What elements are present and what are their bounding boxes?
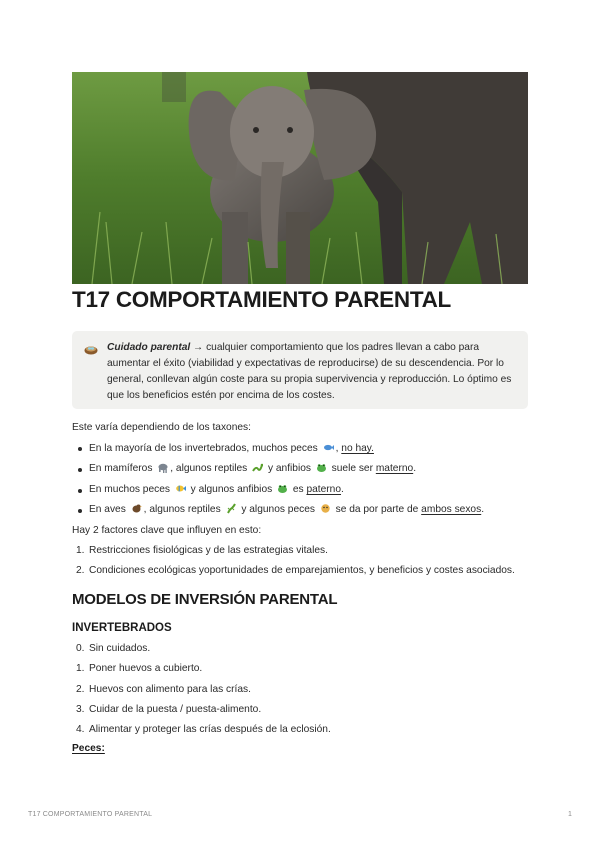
page-title: T17 COMPORTAMIENTO PARENTAL: [72, 287, 451, 312]
list-number: 2.: [76, 684, 85, 695]
blowfish-icon: [320, 503, 331, 514]
frog-icon: [316, 462, 327, 473]
peces-label: Peces:: [72, 743, 105, 754]
elephant-icon: [157, 462, 168, 473]
factors-intro: Hay 2 factores clave que influyen en esto:: [72, 525, 262, 536]
level-item: Alimentar y proteger las crías después de la eclosión.: [89, 724, 331, 735]
bullet-dot: [78, 509, 82, 513]
bullet-dot: [78, 489, 82, 493]
list-number: 1.: [76, 545, 85, 556]
tropical-fish-icon: [175, 483, 186, 494]
lizard-icon: [226, 503, 237, 514]
subsection-heading: INVERTEBRADOS: [72, 622, 172, 634]
list-number: 4.: [76, 724, 85, 735]
page-number: 1: [568, 811, 573, 818]
bullet-dot: [78, 447, 82, 451]
cover-image: [72, 72, 528, 284]
definition-callout: [72, 331, 528, 409]
list-number: 0.: [76, 643, 85, 654]
snake-icon: [252, 462, 263, 473]
footer-title: T17 COMPORTAMIENTO PARENTAL: [28, 811, 153, 818]
callout-definition: → cualquier comportamiento que los padres llevan a cabo para aumentar el éxito (viabilidad y expectativas de reproducirse) de su descendencia. Por lo general, conllevan algún coste para su propia supervivencia y reproducción. Lo óptimo es que los beneficios estén por encima de los costes.: [107, 342, 512, 401]
bullet-dot: [78, 468, 82, 472]
list-number: 3.: [76, 704, 85, 715]
list-item-birds: En aves , algunos reptiles y algunos peces se da por parte de ambos sexos.: [89, 504, 485, 515]
factor-item: Restricciones fisiológicas y de las estrategias vitales.: [89, 545, 328, 556]
bird-icon: [131, 503, 142, 514]
level-item: Sin cuidados.: [89, 643, 151, 654]
section-heading: MODELOS DE INVERSIÓN PARENTAL: [72, 591, 338, 608]
list-number: 1.: [76, 663, 85, 674]
list-number: 2.: [76, 565, 85, 576]
list-item-fish: En muchos peces y algunos anfibios es paterno.: [89, 484, 344, 495]
fish-icon: [323, 442, 334, 453]
callout-term: Cuidado parental: [107, 342, 191, 353]
callout-text: [107, 340, 519, 404]
list-item-invertebrates: En la mayoría de los invertebrados, muchos peces , no hay.: [89, 443, 374, 454]
list-item-mammals: En mamíferos , algunos reptiles y anfibios suele ser materno.: [89, 463, 417, 474]
factor-item: Condiciones ecológicas yoportunidades de emparejamientos, y beneficios y costes asociados.: [89, 565, 515, 576]
taxa-intro: Este varía dependiendo de los taxones:: [72, 422, 251, 433]
level-item: Poner huevos a cubierto.: [89, 663, 203, 674]
elephant-photo: [72, 72, 528, 284]
nest-icon: [84, 342, 98, 356]
frog-icon: [277, 483, 288, 494]
level-item: Cuidar de la puesta / puesta-alimento.: [89, 704, 262, 715]
level-item: Huevos con alimento para las crías.: [89, 684, 251, 695]
